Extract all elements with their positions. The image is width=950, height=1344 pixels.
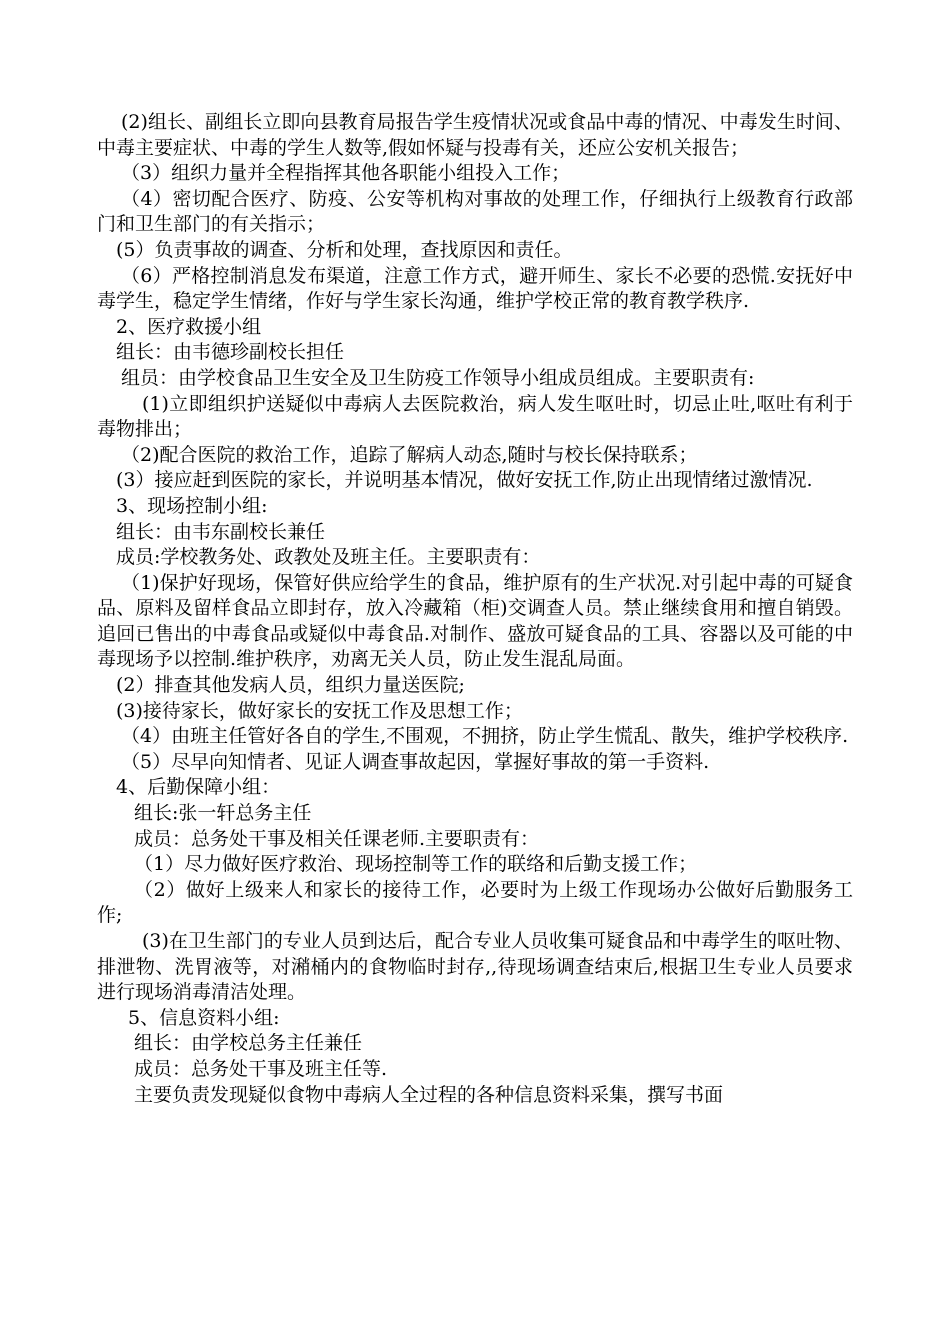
logistics-group-leader: 组长:张一轩总务主任 — [134, 802, 312, 825]
paragraph-screen-patients: (2）排查其他发病人员，组织力量送医院; — [116, 674, 465, 697]
paragraph-cooperate-agencies: （4）密切配合医疗、防疫、公安等机构对事故的处理工作，仔细执行上级教育行政部门和卫生部门的有关指示； — [97, 187, 853, 236]
paragraph-organize-forces: （3）组织力量并全程指挥其他各职能小组投入工作； — [121, 162, 571, 185]
paragraph-receive-families: (3)接待家长，做好家长的安抚工作及思想工作； — [116, 699, 523, 722]
paragraph-info-duties: 主要负责发现疑似食物中毒病人全过程的各种信息资料采集，撰写书面 — [134, 1083, 724, 1106]
paragraph-manage-students: （4）由班主任管好各自的学生,不围观，不拥挤，防止学生慌乱、散失，维护学校秩序. — [121, 725, 849, 748]
paragraph-report-to-bureau: (2)组长、副组长立即向县教育局报告学生疫情状况或食品中毒的情况、中毒发生时间、中毒主要症状、中毒的学生人数等,假如怀疑与投毒有关，还应公安机关报告； — [97, 111, 853, 159]
info-group-leader: 组长：由学校总务主任兼任 — [134, 1032, 363, 1055]
logistics-group-members: 成员：总务处干事及相关任课老师.主要职责有： — [134, 827, 540, 850]
section-heading-information: 5、信息资料小组: — [128, 1006, 280, 1029]
paragraph-investigate-cause: （5）尽早向知情者、见证人调查事故起因，掌握好事故的第一手资料. — [121, 750, 710, 773]
medical-group-leader: 组长：由韦德珍副校长担任 — [116, 341, 345, 364]
site-group-leader: 组长：由韦东副校长兼任 — [116, 520, 326, 543]
paragraph-receive-parents: (3）接应赶到医院的家长，并说明基本情况，做好安抚工作,防止出现情绪过激情况. — [116, 469, 813, 492]
paragraph-reception-work: （2）做好上级来人和家长的接待工作，必要时为上级工作现场办公做好后勤服务工作; — [97, 878, 853, 927]
paragraph-hospital-cooperation: （2)配合医院的救治工作，追踪了解病人动态,随时与校长保持联系； — [121, 443, 698, 466]
medical-group-members: 组员：由学校食品卫生安全及卫生防疫工作领导小组成员组成。主要职责有: — [121, 366, 755, 389]
section-heading-site-control: 3、现场控制小组: — [116, 494, 268, 517]
info-group-members: 成员：总务处干事及班主任等. — [134, 1057, 388, 1080]
section-heading-logistics: 4、后勤保障小组： — [116, 776, 281, 799]
section-heading-medical-rescue: 2、医疗救援小组 — [116, 315, 262, 338]
paragraph-liaison-support: （1）尽力做好医疗救治、现场控制等工作的联络和后勤支援工作； — [134, 853, 698, 876]
paragraph-investigate-accident: (5）负责事故的调查、分析和处理，查找原因和责任。 — [116, 238, 573, 261]
site-group-members: 成员:学校教务处、政教处及班主任。主要职责有： — [116, 546, 541, 569]
document-page — [97, 110, 853, 1108]
paragraph-control-information: （6）严格控制消息发布渠道，注意工作方式，避开师生、家长不必要的恐慌.安抚好中毒学生，稳定学生情绪，作好与学生家长沟通，维护学校正常的教育教学秩序. — [97, 264, 853, 313]
paragraph-collect-samples: (3)在卫生部门的专业人员到达后，配合专业人员收集可疑食品和中毒学生的呕吐物、排泄物、洗胃液等，对潲桶内的食物临时封存,,待现场调查结束后,根据卫生专业人员要求进行现场消毒清洁处理。 — [97, 930, 853, 1004]
paragraph-protect-site: （1)保护好现场，保管好供应给学生的食品，维护原有的生产状况.对引起中毒的可疑食品、原料及留样食品立即封存，放入冷藏箱（柜)交调查人员。禁止继续食用和擅自销毁。追回已售出的中毒食品或疑似中毒食品.对制作、盛放可疑食品的工具、容器以及可能的中毒现场予以控制.维护秩序，劝离无关人员，防止发生混乱局面。 — [97, 571, 853, 671]
paragraph-escort-patients: (1)立即组织护送疑似中毒病人去医院救治，病人发生呕吐时，切忌止吐,呕吐有利于毒物排出； — [97, 392, 853, 441]
